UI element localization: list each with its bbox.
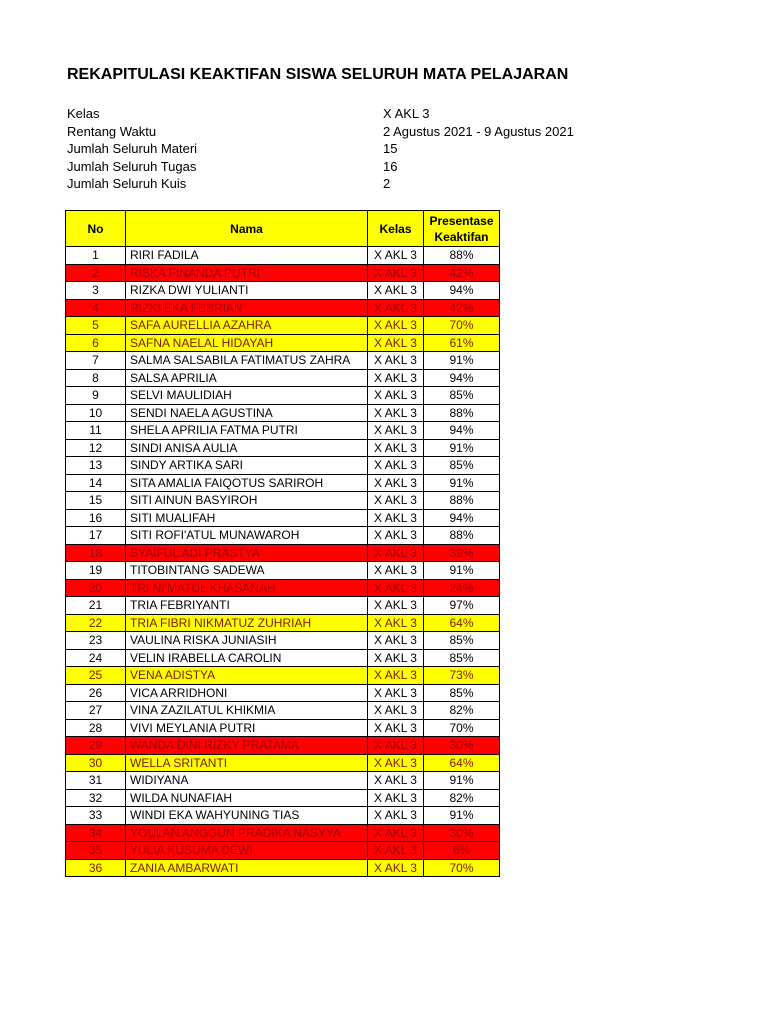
cell-no: 26 [66,684,126,702]
meta-label: Jumlah Seluruh Kuis [67,176,187,191]
table-row [66,667,500,685]
table-row [66,334,500,352]
cell-kelas: X AKL 3 [368,247,424,265]
cell-no: 4 [66,299,126,317]
cell-no: 2 [66,264,126,282]
table-row [66,719,500,737]
cell-no: 18 [66,544,126,562]
cell-persen: 91% [424,439,500,457]
table-row [66,772,500,790]
meta-row-materi [67,140,587,158]
table-row [66,264,500,282]
cell-persen: 61% [424,334,500,352]
cell-persen: 70% [424,719,500,737]
cell-nama: SAFA AURELLIA AZAHRA [126,317,368,335]
cell-kelas: X AKL 3 [368,544,424,562]
cell-nama: SELVI MAULIDIAH [126,387,368,405]
cell-nama: WILDA NUNAFIAH [126,789,368,807]
cell-persen: 88% [424,527,500,545]
cell-nama: RIZKA DWI YULIANTI [126,282,368,300]
header-no: No [66,211,126,247]
cell-no: 5 [66,317,126,335]
cell-no: 10 [66,404,126,422]
cell-nama: SINDY ARTIKA SARI [126,457,368,475]
cell-nama: TRIA FIBRI NIKMATUZ ZUHRIAH [126,614,368,632]
cell-no: 12 [66,439,126,457]
table-row [66,842,500,860]
table-row [66,299,500,317]
meta-value: 2 [383,176,391,191]
cell-kelas: X AKL 3 [368,352,424,370]
cell-kelas: X AKL 3 [368,474,424,492]
meta-label: Jumlah Seluruh Tugas [67,158,197,174]
cell-nama: SITI MUALIFAH [126,509,368,527]
cell-no: 36 [66,859,126,877]
cell-no: 34 [66,824,126,842]
cell-nama: TRIA FEBRIYANTI [126,597,368,615]
table-row [66,824,500,842]
cell-persen: 88% [424,404,500,422]
table-row [66,597,500,615]
cell-no: 16 [66,509,126,527]
cell-no: 35 [66,842,126,860]
cell-persen: 94% [424,369,500,387]
table-row [66,737,500,755]
cell-kelas: X AKL 3 [368,859,424,877]
cell-no: 23 [66,632,126,650]
cell-nama: VINA ZAZILATUL KHIKMIA [126,702,368,720]
cell-nama: RISKA FINANDA PUTRI [126,264,368,282]
cell-persen: 82% [424,702,500,720]
cell-kelas: X AKL 3 [368,334,424,352]
cell-persen: 85% [424,632,500,650]
cell-persen: 91% [424,352,500,370]
cell-persen: 85% [424,649,500,667]
cell-persen: 64% [424,754,500,772]
cell-nama: WINDI EKA WAHYUNING TIAS [126,807,368,825]
cell-no: 21 [66,597,126,615]
table-row [66,859,500,877]
cell-persen: 97% [424,597,500,615]
table-row [66,527,500,545]
cell-nama: SALSA APRILIA [126,369,368,387]
table-row [66,632,500,650]
table-row [66,387,500,405]
cell-persen: 85% [424,684,500,702]
cell-nama: SITI ROFI'ATUL MUNAWAROH [126,527,368,545]
cell-no: 6 [66,334,126,352]
cell-no: 14 [66,474,126,492]
cell-kelas: X AKL 3 [368,317,424,335]
cell-no: 20 [66,579,126,597]
cell-kelas: X AKL 3 [368,649,424,667]
cell-no: 8 [66,369,126,387]
header-persen: Presentase Keaktifan [424,211,500,247]
table-row [66,684,500,702]
cell-kelas: X AKL 3 [368,299,424,317]
cell-no: 31 [66,772,126,790]
cell-nama: WELLA SRITANTI [126,754,368,772]
cell-persen: 91% [424,772,500,790]
meta-value: 15 [383,141,398,156]
cell-kelas: X AKL 3 [368,702,424,720]
rekap-table [65,210,500,877]
cell-persen: 64% [424,614,500,632]
cell-no: 19 [66,562,126,580]
cell-kelas: X AKL 3 [368,422,424,440]
table-row [66,789,500,807]
cell-no: 7 [66,352,126,370]
cell-no: 29 [66,737,126,755]
cell-persen: 6% [424,842,500,860]
cell-persen: 94% [424,282,500,300]
cell-nama: YULIA KUSUMA DEWI [126,842,368,860]
cell-nama: SITI AINUN BASYIROH [126,492,368,510]
cell-kelas: X AKL 3 [368,684,424,702]
meta-row-tugas [67,158,587,176]
cell-kelas: X AKL 3 [368,562,424,580]
cell-kelas: X AKL 3 [368,842,424,860]
table-row [66,352,500,370]
table-row [66,702,500,720]
cell-persen: 30% [424,824,500,842]
table-row [66,457,500,475]
cell-nama: SHELA APRILIA FATMA PUTRI [126,422,368,440]
cell-nama: SALMA SALSABILA FATIMATUS ZAHRA [126,352,368,370]
cell-kelas: X AKL 3 [368,807,424,825]
cell-persen: 24% [424,579,500,597]
cell-kelas: X AKL 3 [368,754,424,772]
cell-no: 25 [66,667,126,685]
cell-kelas: X AKL 3 [368,527,424,545]
cell-kelas: X AKL 3 [368,667,424,685]
cell-kelas: X AKL 3 [368,614,424,632]
cell-nama: TITOBINTANG SADEWA [126,562,368,580]
meta-value: 2 Agustus 2021 - 9 Agustus 2021 [383,123,574,139]
table-row [66,807,500,825]
cell-kelas: X AKL 3 [368,492,424,510]
cell-nama: TRI NI'MATUL KHASANAH [126,579,368,597]
table-row [66,509,500,527]
cell-nama: VAULINA RISKA JUNIASIH [126,632,368,650]
cell-kelas: X AKL 3 [368,719,424,737]
cell-no: 24 [66,649,126,667]
table-row [66,562,500,580]
cell-kelas: X AKL 3 [368,737,424,755]
cell-persen: 70% [424,317,500,335]
cell-persen: 94% [424,422,500,440]
cell-nama: SINDI ANISA AULIA [126,439,368,457]
cell-persen: 94% [424,509,500,527]
cell-nama: SITA AMALIA FAIQOTUS SARIROH [126,474,368,492]
meta-label: Jumlah Seluruh Materi [67,141,198,156]
table-row [66,247,500,265]
cell-persen: 30% [424,737,500,755]
table-row [66,754,500,772]
cell-kelas: X AKL 3 [368,632,424,650]
cell-nama: WIDIYANA [126,772,368,790]
cell-persen: 82% [424,789,500,807]
cell-persen: 91% [424,807,500,825]
meta-label: Rentang Waktu [67,123,157,139]
table-row [66,544,500,562]
cell-kelas: X AKL 3 [368,789,424,807]
cell-persen: 85% [424,457,500,475]
cell-kelas: X AKL 3 [368,457,424,475]
cell-nama: ZANIA AMBARWATI [126,859,368,877]
cell-nama: RIZKI EKA FEBRIAN [126,299,368,317]
cell-no: 3 [66,282,126,300]
cell-nama: YOULAN ANGGUN PRADIKA NASYYA [126,824,368,842]
cell-no: 11 [66,422,126,440]
table-row [66,614,500,632]
meta-value: X AKL 3 [383,106,430,121]
cell-no: 17 [66,527,126,545]
cell-kelas: X AKL 3 [368,264,424,282]
cell-no: 28 [66,719,126,737]
table-row [66,474,500,492]
cell-kelas: X AKL 3 [368,772,424,790]
cell-kelas: X AKL 3 [368,597,424,615]
meta-row-rentang-waktu [67,123,587,141]
cell-persen: 85% [424,387,500,405]
meta-row-kuis [67,175,587,193]
cell-no: 22 [66,614,126,632]
cell-persen: 88% [424,247,500,265]
cell-persen: 73% [424,667,500,685]
table-row [66,579,500,597]
cell-no: 9 [66,387,126,405]
table-row [66,282,500,300]
meta-row-kelas [67,105,587,123]
cell-kelas: X AKL 3 [368,282,424,300]
cell-kelas: X AKL 3 [368,369,424,387]
cell-persen: 70% [424,859,500,877]
table-row [66,369,500,387]
cell-nama: VELIN IRABELLA CAROLIN [126,649,368,667]
cell-nama: RIRI FADILA [126,247,368,265]
cell-persen: 91% [424,474,500,492]
cell-no: 32 [66,789,126,807]
header-kelas: Kelas [368,211,424,247]
cell-no: 33 [66,807,126,825]
table-row [66,404,500,422]
cell-no: 1 [66,247,126,265]
cell-kelas: X AKL 3 [368,387,424,405]
cell-nama: VIVI MEYLANIA PUTRI [126,719,368,737]
cell-kelas: X AKL 3 [368,579,424,597]
cell-nama: SYAIFUL ADI PRASTYA [126,544,368,562]
page-title: REKAPITULASI KEAKTIFAN SISWA SELURUH MATA PELAJARAN [67,66,569,83]
cell-kelas: X AKL 3 [368,509,424,527]
cell-no: 13 [66,457,126,475]
cell-persen: 39% [424,544,500,562]
cell-no: 15 [66,492,126,510]
table-row [66,439,500,457]
cell-no: 30 [66,754,126,772]
meta-value: 16 [383,158,398,174]
cell-persen: 42% [424,264,500,282]
table-body [66,247,500,877]
table-row [66,649,500,667]
cell-kelas: X AKL 3 [368,404,424,422]
meta-info [67,105,587,193]
cell-kelas: X AKL 3 [368,824,424,842]
cell-persen: 42% [424,299,500,317]
cell-kelas: X AKL 3 [368,439,424,457]
table-row [66,317,500,335]
cell-nama: SAFNA NAELAL HIDAYAH [126,334,368,352]
table-row [66,422,500,440]
cell-nama: VICA ARRIDHONI [126,684,368,702]
table-header-row [66,211,500,247]
cell-nama: WANDA DINI RIZKY PRATAMA [126,737,368,755]
cell-persen: 91% [424,562,500,580]
table-row [66,492,500,510]
cell-no: 27 [66,702,126,720]
cell-nama: SENDI NAELA AGUSTINA [126,404,368,422]
cell-persen: 88% [424,492,500,510]
meta-label: Kelas [67,106,100,121]
header-nama: Nama [126,211,368,247]
cell-nama: VENA ADISTYA [126,667,368,685]
